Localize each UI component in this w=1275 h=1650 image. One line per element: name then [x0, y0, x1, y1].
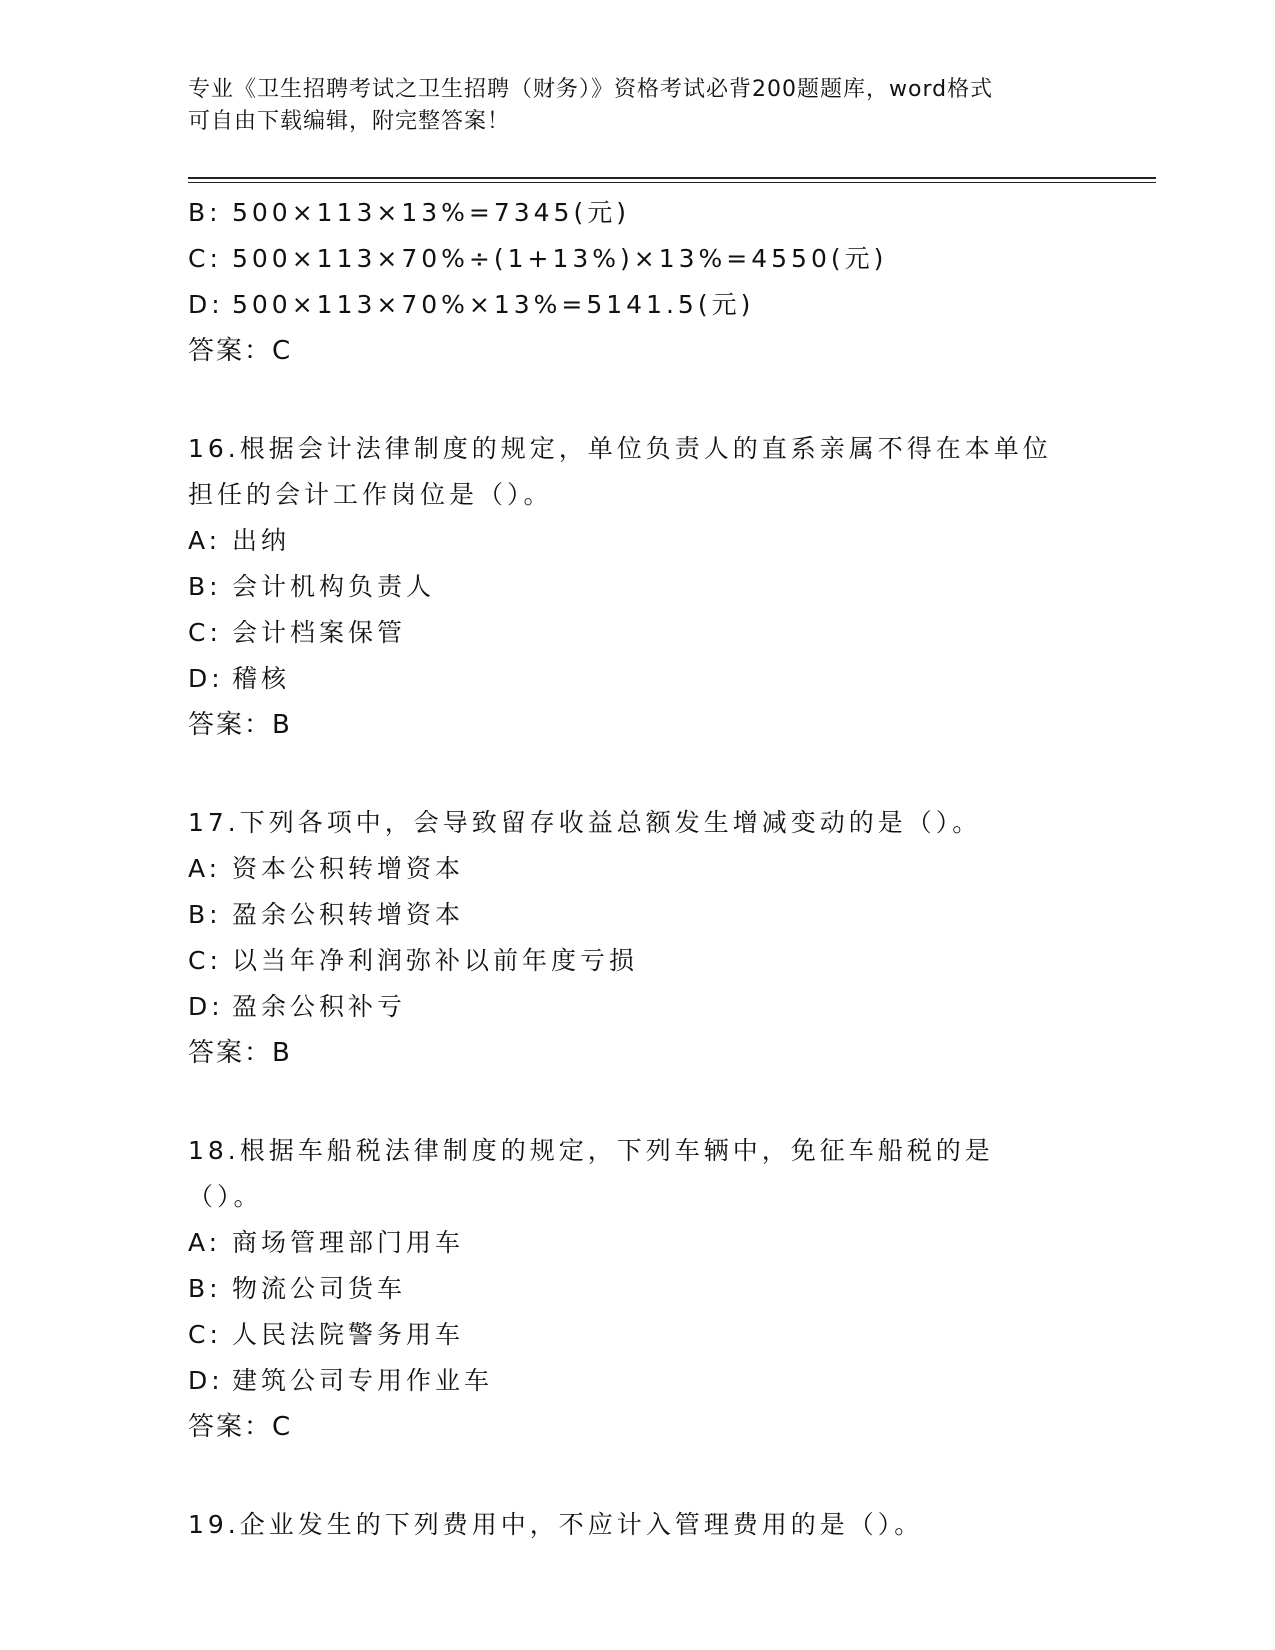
option-line [188, 190, 1088, 236]
question-block-18 [188, 1128, 1088, 1450]
question-block-17 [188, 800, 1088, 1076]
answer-line: 答案：B [188, 1038, 292, 1068]
option-line [188, 892, 1088, 938]
option-label: C: [188, 618, 222, 647]
question-text: 17.下列各项中，会导致留存收益总额发生增减变动的是（）。 [188, 808, 982, 837]
option-text: 500×113×13%=7345(元) [232, 198, 630, 227]
option-line [188, 1220, 1088, 1266]
option-line [188, 846, 1088, 892]
answer-line: 答案：B [188, 710, 292, 740]
option-label: D: [188, 992, 224, 1021]
option-line [188, 1266, 1088, 1312]
option-text: 建筑公司专用作业车 [232, 1366, 494, 1395]
option-text: 会计档案保管 [232, 618, 407, 647]
option-text: 会计机构负责人 [232, 572, 436, 601]
header-rule-thin [188, 182, 1156, 183]
option-text: 资本公积转增资本 [232, 854, 465, 883]
answer-line: 答案：C [188, 336, 293, 366]
question-text: 16.根据会计法律制度的规定，单位负责人的直系亲属不得在本单位担任的会计工作岗位是（）。 [188, 434, 1052, 509]
option-text: 出纳 [232, 526, 291, 555]
option-label: A: [188, 526, 222, 555]
question-text: 18.根据车船税法律制度的规定，下列车辆中，免征车船税的是（）。 [188, 1136, 994, 1211]
option-label: B: [188, 1274, 222, 1303]
option-text: 盈余公积转增资本 [232, 900, 465, 929]
option-label: C: [188, 244, 222, 273]
option-text: 人民法院警务用车 [232, 1320, 465, 1349]
option-line [188, 656, 1088, 702]
option-line [188, 236, 1088, 282]
option-label: D: [188, 1366, 224, 1395]
option-text: 商场管理部门用车 [232, 1228, 465, 1257]
option-text: 500×113×70%×13%=5141.5(元) [232, 290, 755, 319]
option-line [188, 518, 1088, 564]
option-line [188, 564, 1088, 610]
header-rule-thick [188, 177, 1156, 179]
option-label: B: [188, 198, 222, 227]
option-label: A: [188, 1228, 222, 1257]
question-block-16 [188, 426, 1088, 748]
document-header [188, 74, 1088, 138]
option-line [188, 984, 1088, 1030]
option-line [188, 610, 1088, 656]
header-line-1: 专业《卫生招聘考试之卫生招聘（财务）》资格考试必背200题题库，word格式 [188, 77, 994, 102]
header-line-2: 可自由下载编辑，附完整答案！ [188, 109, 511, 134]
question-list [188, 190, 1088, 1548]
option-label: C: [188, 946, 222, 975]
option-label: B: [188, 900, 222, 929]
question-text: 19.企业发生的下列费用中，不应计入管理费用的是（）。 [188, 1510, 924, 1539]
option-line [188, 1358, 1088, 1404]
option-line [188, 282, 1088, 328]
option-label: D: [188, 290, 224, 319]
option-text: 500×113×70%÷(1+13%)×13%=4550(元) [232, 244, 888, 273]
option-label: C: [188, 1320, 222, 1349]
option-label: D: [188, 664, 224, 693]
option-text: 以当年净利润弥补以前年度亏损 [232, 946, 639, 975]
option-text: 物流公司货车 [232, 1274, 407, 1303]
option-line [188, 938, 1088, 984]
option-text: 盈余公积补亏 [232, 992, 407, 1021]
answer-line: 答案：C [188, 1412, 293, 1442]
question-block-19 [188, 1502, 1088, 1548]
option-label: B: [188, 572, 222, 601]
option-label: A: [188, 854, 222, 883]
carryover-block [188, 190, 1088, 374]
option-text: 稽核 [232, 664, 291, 693]
option-line [188, 1312, 1088, 1358]
